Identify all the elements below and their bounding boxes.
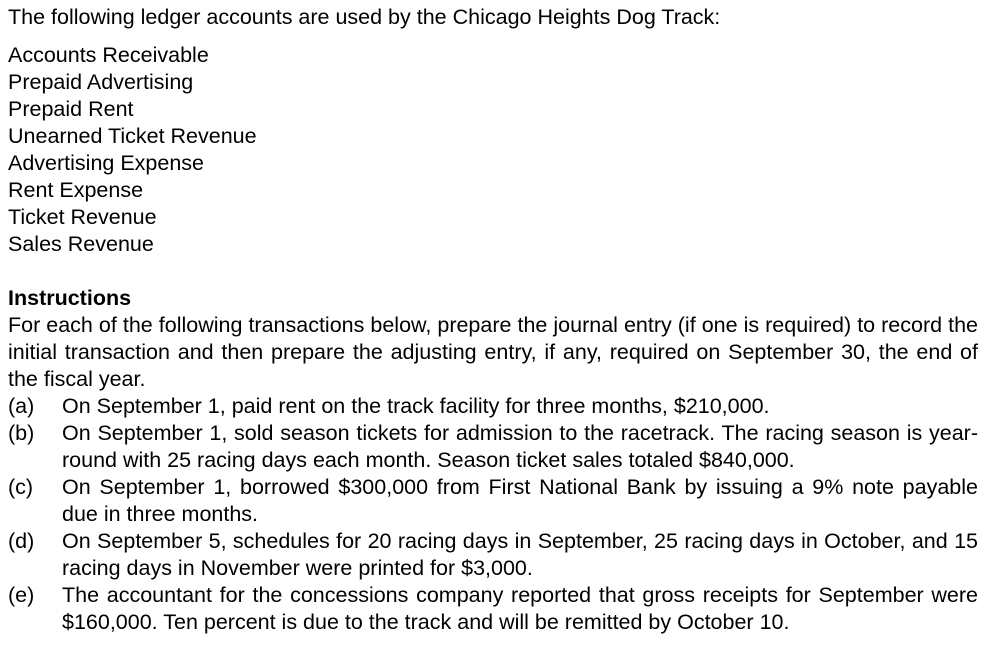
transaction-item (8, 582, 978, 636)
ledger-account-item: Prepaid Advertising (8, 70, 194, 94)
ledger-account-item: Sales Revenue (8, 232, 154, 256)
ledger-account-item: Ticket Revenue (8, 205, 157, 229)
transaction-text: On September 5, schedules for 20 racing days in September, 25 racing days in October, and 15 racing days in November were printed for $3,000. (62, 529, 978, 580)
transaction-text: On September 1, paid rent on the track facility for three months, $210,000. (62, 394, 770, 418)
transaction-item (8, 420, 978, 474)
transaction-label: (a) (8, 394, 35, 418)
transaction-text: On September 1, sold season tickets for admission to the racetrack. The racing season is year-round with 25 racing days each month. Season ticket sales totaled $840,000. (62, 421, 978, 472)
transaction-item (8, 528, 978, 582)
transaction-label: (c) (8, 475, 34, 499)
ledger-account-item: Accounts Receivable (8, 43, 209, 67)
ledger-account-item: Rent Expense (8, 178, 144, 202)
intro-text: The following ledger accounts are used by the Chicago Heights Dog Track: (8, 5, 721, 29)
section-spacer (8, 258, 978, 285)
ledger-account-list (8, 42, 978, 258)
instructions-heading: Instructions (8, 286, 132, 310)
instructions-paragraph: For each of the following transactions below, prepare the journal entry (if one is required) to record the initial transaction and then prepare the adjusting entry, if any, required on September 30, the end of the fiscal year. (8, 313, 978, 391)
ledger-account-item: Prepaid Rent (8, 97, 134, 121)
transaction-text: On September 1, borrowed $300,000 from First National Bank by issuing a 9% note payable due in three months. (62, 475, 978, 526)
ledger-account-item: Advertising Expense (8, 151, 204, 175)
transaction-text: The accountant for the concessions company reported that gross receipts for September were $160,000. Ten percent is due to the track and will be remitted by October 10. (62, 583, 978, 634)
transaction-label: (e) (8, 583, 35, 607)
transaction-label: (d) (8, 529, 35, 553)
ledger-account-item: Unearned Ticket Revenue (8, 124, 257, 148)
transaction-item (8, 393, 978, 420)
transaction-item (8, 474, 978, 528)
transaction-label: (b) (8, 421, 35, 445)
transaction-list (8, 393, 978, 636)
